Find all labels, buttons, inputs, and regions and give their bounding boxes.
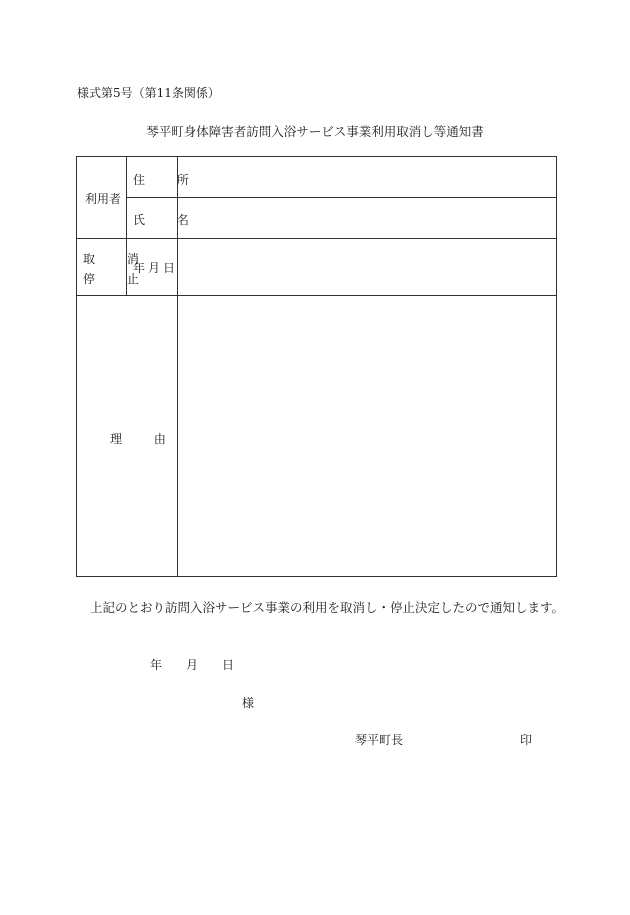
suspend-label: 停 止	[83, 272, 153, 286]
cancel-label: 取 消	[83, 252, 153, 266]
issue-date	[150, 656, 234, 673]
month-label: 月	[186, 658, 199, 672]
reason-label: 理 由	[110, 432, 180, 446]
statement-text: 上記のとおり訪問入浴サービス事業の利用を取消し・停止決定したので通知します。	[90, 600, 565, 615]
date-label: 年月日	[133, 261, 179, 275]
form-number: 様式第5号（第11条関係）	[77, 86, 220, 100]
seal-mark: 印	[520, 733, 533, 747]
divider-horizontal-user	[77, 238, 556, 239]
name-label: 氏 名	[133, 213, 203, 227]
year-label: 年	[150, 658, 163, 672]
notice-form-table	[76, 156, 557, 577]
address-label: 住 所	[133, 173, 203, 187]
divider-horizontal-cancel	[77, 295, 556, 296]
day-label: 日	[222, 658, 235, 672]
document-title: 琴平町身体障害者訪問入浴サービス事業利用取消し等通知書	[146, 124, 484, 139]
user-label: 利用者	[85, 192, 122, 206]
divider-horizontal-address	[126, 197, 556, 198]
issuer-name: 琴平町長	[355, 733, 404, 747]
recipient-suffix: 様	[242, 696, 255, 710]
